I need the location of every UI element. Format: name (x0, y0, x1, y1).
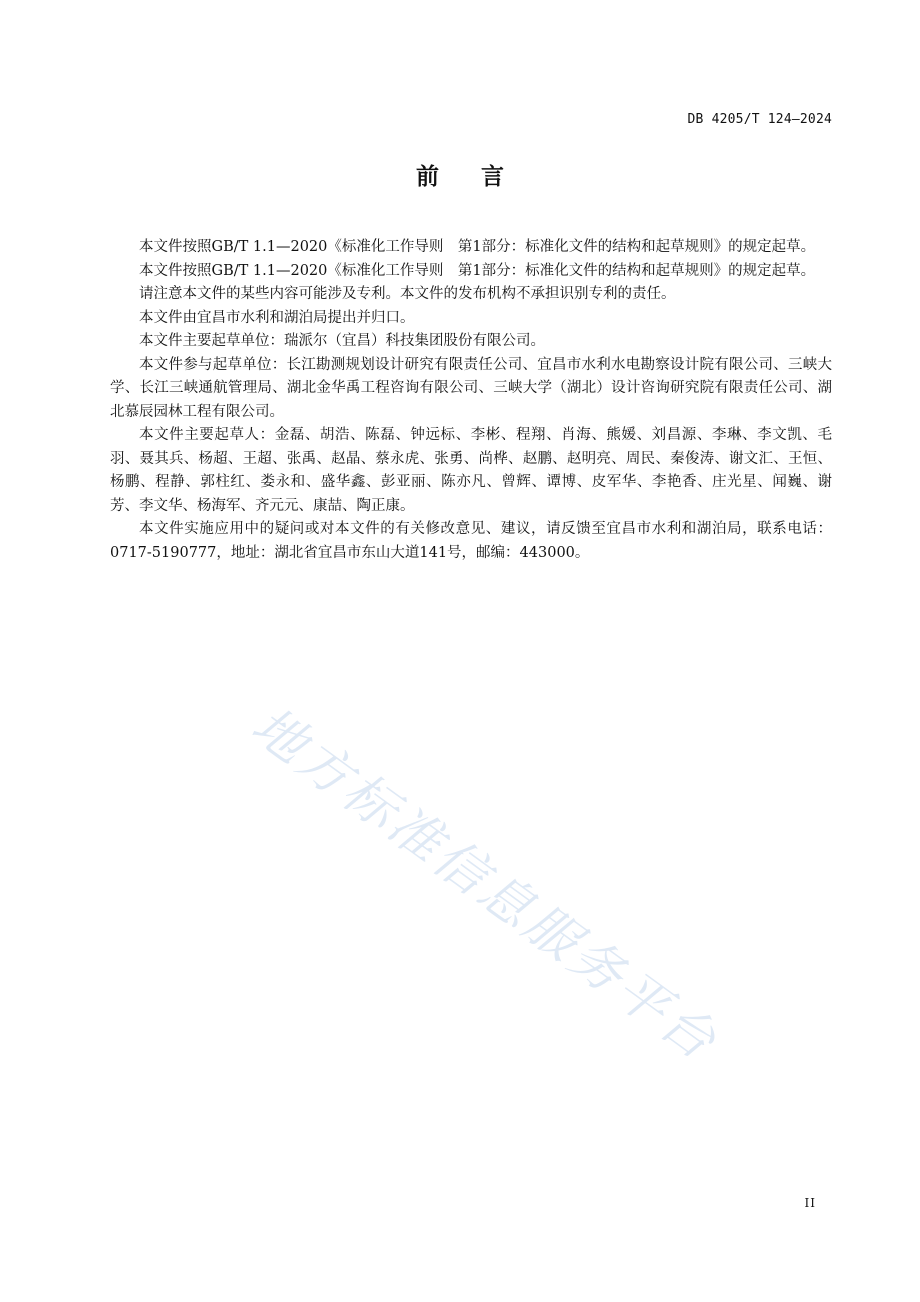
paragraph-main-drafters: 本文件主要起草人：金磊、胡浩、陈磊、钟远标、李彬、程翔、肖海、熊媛、刘昌源、李琳、李文凯、毛羽、聂其兵、杨超、王超、张禹、赵晶、蔡永虎、张勇、尚桦、赵鹏、赵明亮、周民、秦俊涛、谢文汇、王恒、杨鹏、程静、郭柱红、娄永和、盛华鑫、彭亚丽、陈亦凡、曾辉、谭博、皮军华、李艳香、庄光星、闻巍、谢芳、李文华、杨海军、齐元元、康喆、陶正康。 (110, 427, 832, 514)
page-number: II (804, 1196, 816, 1210)
watermark: 地方标准信息服务平台 (240, 695, 729, 1074)
paragraph-main-drafting-unit: 本文件主要起草单位：瑞派尔（宜昌）科技集团股份有限公司。 (139, 333, 545, 349)
document-code: DB 4205/T 124—2024 (687, 112, 832, 127)
page-title: 前言 (416, 164, 546, 190)
paragraph-drafting-basis-repeat: 本文件按照GB/T 1.1—2020《标准化工作导则 第1部分：标准化文件的结构和起草规则》的规定起草。 (139, 262, 816, 279)
paragraph-proposer: 本文件由宜昌市水利和湖泊局提出并归口。 (139, 309, 415, 326)
paragraph-feedback-contact: 本文件实施应用中的疑问或对本文件的有关修改意见、建议，请反馈至宜昌市水利和湖泊局，联系电话：0717-5190777，地址：湖北省宜昌市东山大道141号，邮编：443000。 (110, 521, 832, 561)
paragraph-drafting-basis: 本文件按照GB/T 1.1—2020《标准化工作导则 第1部分：标准化文件的结构和起草规则》的规定起草。 (139, 239, 816, 255)
paragraph-participating-units: 本文件参与起草单位：长江勘测规划设计研究有限责任公司、宜昌市水利水电勘察设计院有限公司、三峡大学、长江三峡通航管理局、湖北金华禹工程咨询有限公司、三峡大学（湖北）设计咨询研究院有限责任公司、湖北慕辰园林工程有限公司。 (110, 356, 832, 420)
foreword-body (110, 236, 832, 565)
paragraph-patent-notice: 请注意本文件的某些内容可能涉及专利。本文件的发布机构不承担识别专利的责任。 (139, 286, 676, 302)
